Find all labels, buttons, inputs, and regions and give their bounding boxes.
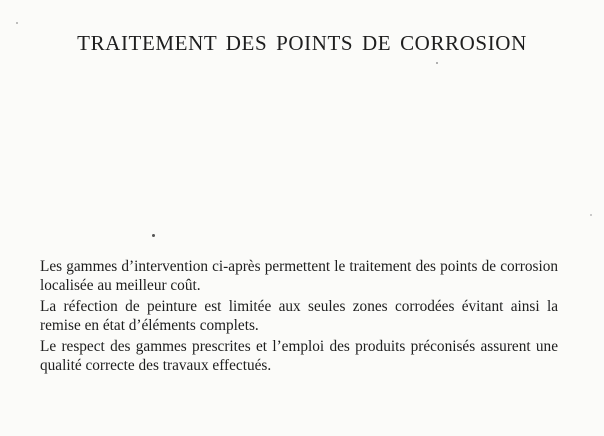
scan-speck [436,62,438,64]
scan-speck [590,214,592,216]
scan-speck [16,22,18,24]
scan-speck [152,234,155,237]
page-title: TRAITEMENT DES POINTS DE CORROSION [77,31,527,55]
body-text [40,258,558,378]
paragraph-2: La réfection de peinture est limitée aux seules zones corrodées évitant ainsi la remise en état d’éléments complets. [40,298,558,334]
paragraph-1: Les gammes d’intervention ci-après permettent le traitement des points de corrosion localisée au meilleur coût. [40,258,558,294]
paragraph-3: Le respect des gammes prescrites et l’emploi des produits préconisés assurent une qualité correcte des travaux effectués. [40,338,558,374]
